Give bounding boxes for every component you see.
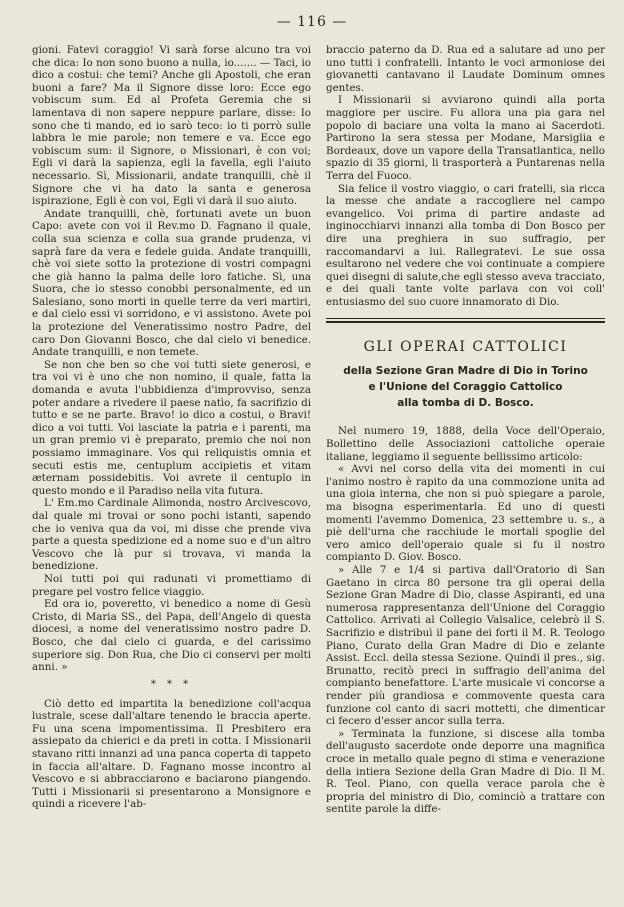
paragraph: Ciò detto ed impartita la benedizione coll'acqua lustrale, scese dall'altare tenendo le braccia aperte. Fu una scena impomentissima. Il Presbitero era assiepato da chierici e da preti in cotta. I Missionarii stavano ritti innanzi ad una panca coperta di tappeto in faccia all'altare. D. Fagnano mosse incontro al Vescovo e si abbracciarono e baciarono piangendo. Tutti i Missionarii si presentarono a Monsignore e quindi a ricevere l'ab- [32,697,311,811]
paragraph: Ed ora io, poveretto, vi benedico a nome di Gesù Cristo, di Maria SS., del Papa, dell'Angelo di questa diocesi, a nome del veneratissimo nostro padre D. Bosco, che dal cielo ci guarda, e del carissimo superiore sig. Don Rua, che Dio ci conservi per molti anni. » [32,598,311,674]
paragraph: L' Em.mo Cardinale Alimonda, nostro Arcivescovo, dal quale mi trovai or sono pochi istanti, sapendo che io veniva qua da voi, mi disse che prende viva parte a questa spedizione ed a nome suo e d'un altro Vescovo che là pur si trovava, vi manda la benedizione. [32,497,311,573]
divider [326,318,605,319]
section-subtitle [326,363,605,411]
paragraph: gioni. Fatevi coraggio! Vi sarà forse alcuno tra voi che dica: Io non sono buono a nulla, io....... — Taci, io dico a costui: che temi? Anche gli Apostoli, che eran buoni a fare? Ma il Signore disse loro: Ecce ego vobiscum sum. Ed al Profeta Geremia che si lamentava di non sapere neppure parlare, disse: Io sono che ti mando, ed io sarò teco: io ti porrò sulle labbra le mie parole; non temere e va. Ecce ego vobiscum sum: il Signore, o Missionari, è con voi; Egli vi darà la sapienza, egli la favella, egli l'aiuto necessario. Sì, Missionarii, andate tranquilli, chè il Signore che vi ha dato la santa e generosa ispirazione, Egli è con voi, Egli vi darà il suo aiuto. [32,44,311,208]
paragraph: « Avvi nel corso della vita dei momenti in cui l'animo nostro è rapito da una commozione unita ad una gioia interna, che non si può spiegare a parole, ma bisogna esperimentarla. Ed uno di questi momenti l'avemmo Domenica, 23 settembre u. s., a piè dell'urna che racchiude le mortali spoglie del vero amico dell'operaio quale si fu il nostro compianto D. Giov. Bosco. [326,463,605,564]
section-title: GLI OPERAI CATTOLICI [363,339,568,356]
paragraph: Noi tutti poi qui radunati vi promettiamo di pregare pel vostro felice viaggio. [32,572,311,598]
right-column [326,44,605,816]
subtitle-line: e l'Unione del Coraggio Cattolico [368,381,563,394]
paragraph: » Terminata la funzione, si discese alla tomba dell'augusto sacerdote onde deporre una magnifica croce in metallo quale pegno di stima e venerazione della intiera Sezione della Gran Madre di Dio. Il M. R. Teol. Piano, con quella verace parola che è propria del ministro di Dio, cominciò a trattare con sentite parole la diffe- [326,727,605,816]
left-column [32,44,311,811]
paragraph: Nel numero 19, 1888, della Voce dell'Operaio, Bollettino delle Associazioni cattoliche operaie italiane, leggiamo il seguente bellissimo articolo: [326,425,605,463]
paragraph: braccio paterno da D. Rua ed a salutare ad uno per uno tutti i confratelli. Intanto le voci armoniose dei giovanetti cantavano il Laudate Dominum omnes gentes. [326,44,605,94]
paragraph: Sia felice il vostro viaggio, o cari fratelli, sia ricca la messe che andate a raccogliere nel campo evangelico. Voi prima di partire andaste ad inginocchiarvi innanzi alla tomba di Don Bosco per dire una preghiera in suo suffragio, per raccomandarvi a lui. Rallegratevi. Le sue ossa esultarono nel vedere che voi continuate a compiere quei disegni di salute,che egli stesso aveva tracciato, e dei quali tante volte parlava con voi coll' entusiasmo del suo cuore innamorato di Dio. [326,182,605,308]
divider [326,321,605,323]
subtitle-line: alla tomba di D. Bosco. [397,397,534,410]
paragraph: Andate tranquilli, chè, fortunati avete un buon Capo: avete con voi il Rev.mo D. Fagnano il quale, colla sua scienza e colla sua grande prudenza, vi saprà fare da vera e fedele guida. Andate tranquilli, chè voi siete sotto la protezione di vostri compagni che già hanno la palma delle loro fatiche. Sì, una Suora, che io stesso conobbi personalmente, ed un Salesiano, sono morti in quelle terre da veri martiri, e dal cielo essi vi sorridono, e vi assistono. Avete poi la protezione del Veneratissimo nostro Padre, del caro Don Giovanni Bosco, che dal cielo vi benedice. Andate tranquilli, e non temete. [32,207,311,359]
paragraph: » Alle 7 e 1/4 si partiva dall'Oratorio di San Gaetano in circa 80 persone tra gli operai della Sezione Gran Madre di Dio, classe Aspiranti, ed una numerosa rappresentanza dell'Unione del Coraggio Cattolico. Arrivati al Collegio Valsalice, celebrò il S. Sacrifizio e distribuì il pane dei forti il M. R. Teologo Piano, Curato della Gran Madre di Dio e zelante Assist. Eccl. della stessa Sezione. Quindi il pres., sig. Brunatto, recitò preci in suffragio dell'anima del compianto benefattore. L'arte musicale vi concorse a render più grandiosa e commovente questa cara funzione col canto di sacri mottetti, che dimenticar ci fecero d'esser ancor sulla terra. [326,564,605,728]
paragraph: I Missionarii si avviarono quindi alla porta maggiore per uscire. Fu allora una pia gara nel popolo di baciare una volta la mano ai Sacerdoti. Partirono la sera stessa per Modane, Marsiglia e Bordeaux, dove un vapore della Transatlantica, nello spazio di 35 giorni, li trasporterà a Puntarenas nella Terra del Fuoco. [326,94,605,182]
subtitle-line: della Sezione Gran Madre di Dio in Torino [343,365,588,378]
section-stars: * * * [150,678,193,690]
paragraph: Se non che ben so che voi tutti siete generosi, e tra voi vi è uno che non nomino, il quale, fatta la domanda e avuta l'ubbidienza d'improvviso, senza poter andare a rivedere il paese natìo, fa sacrifizio di tutto e se ne parte. Bravo! io dico a costui, o Bravi! dico a voi tutti. Voi lasciate la patria e i parenti, ma un gran premio vi è preparato, premio che noi non possiamo immaginare. Vos qui reliquistis omnia et secuti estis me, centuplum accipietis et vitam æternam possidebitis. Voi avrete il centuplo in questo mondo e il Paradiso nella vita futura. [32,358,311,497]
page-number: — 116 — [276,14,348,30]
